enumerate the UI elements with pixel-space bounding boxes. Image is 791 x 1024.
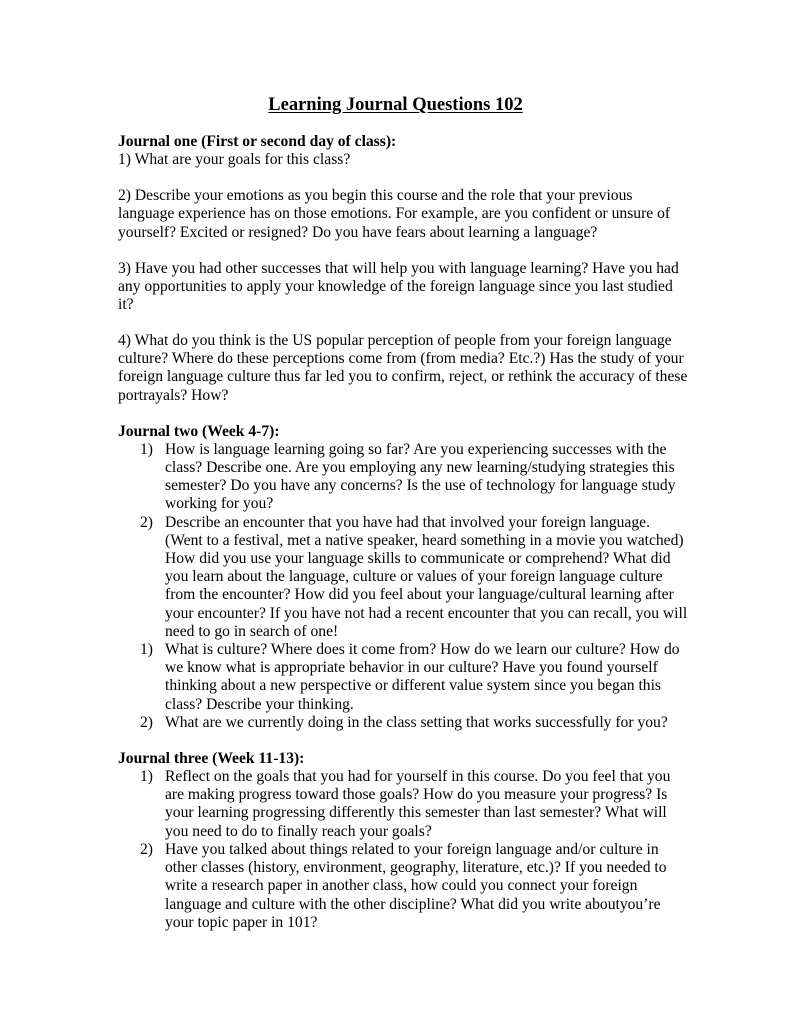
list-item-number: 1) (140, 768, 153, 786)
journal-one-question-4: 4) What do you think is the US popular perception of people from your foreign language culture? Where do these perceptions come from (from media? Etc.?) Has the study of your foreign language culture thus far led you to confirm, reject, or rethink the accuracy of these portrayals? How? (118, 332, 688, 404)
journal-one-question-1: 1) What are your goals for this class? (118, 151, 351, 169)
list-item-text: Describe an encounter that you have had that involved your foreign language. (Went to a festival, met a native speaker, heard something in a movie you watched) How did you use your language skills to communicate or comprehend? What did you learn about the language, culture or values of your foreign language culture from the encounter? How did you feel about your language/cultural learning after your encounter? If you have not had a recent encounter that you can recall, you will need to go in search of one! (165, 513, 688, 640)
document-body (118, 133, 688, 932)
list-item-number: 2) (140, 840, 153, 858)
list-item-number: 1) (140, 641, 153, 659)
list-item (118, 714, 688, 732)
journal-one-question-3: 3) Have you had other successes that will help you with language learning? Have you had any opportunities to apply your knowledge of the foreign language since you last studied it? (118, 259, 679, 314)
journal-two-heading: Journal two (Week 4-7): (118, 422, 280, 440)
list-item-text: How is language learning going so far? Are you experiencing successes with the class? Describe one. Are you employing any new learning/studying strategies this semester? Do you have any concerns? Is the use of technology for language study working for you? (165, 440, 676, 513)
list-item-number: 1) (140, 440, 153, 458)
journal-one-question-2: 2) Describe your emotions as you begin this course and the role that your previous language experience has on those emotions. For example, are you confident or unsure of yourself? Excited or resigned? Do you have fears about learning a language? (118, 187, 671, 241)
list-item-number: 2) (140, 713, 153, 731)
list-item (118, 768, 688, 841)
journal-three-heading: Journal three (Week 11-13): (118, 749, 305, 767)
journal-one-heading: Journal one (First or second day of class): (118, 133, 397, 150)
list-item (118, 841, 688, 932)
page-title (0, 94, 791, 116)
list-item-text: Reflect on the goals that you had for yourself in this course. Do you feel that you are making progress toward those goals? How do you measure your progress? Is your learning progressing differently this semester than last semester? What will you need to do to finally reach your goals? (165, 768, 671, 840)
list-item-text: What is culture? Where does it come from? How do we learn our culture? How do we know what is appropriate behavior in our culture? Have you found yourself thinking about a new perspective or different value system since you began this class? Describe your thinking. (165, 641, 680, 713)
list-item (118, 441, 688, 514)
list-item (118, 514, 688, 641)
list-item (118, 641, 688, 714)
list-item-text: Have you talked about things related to your foreign language and/or culture in other classes (history, environment, geography, literature, etc.)? If you needed to write a research paper in another class, how could you connect your foreign language and culture with the other discipline? What did you write aboutyou’re your topic paper in 101? (165, 840, 667, 931)
page-title-text: Learning Journal Questions 102 (268, 95, 523, 115)
list-item-text: What are we currently doing in the class setting that works successfully for you? (165, 713, 668, 731)
list-item-number: 2) (140, 513, 153, 531)
